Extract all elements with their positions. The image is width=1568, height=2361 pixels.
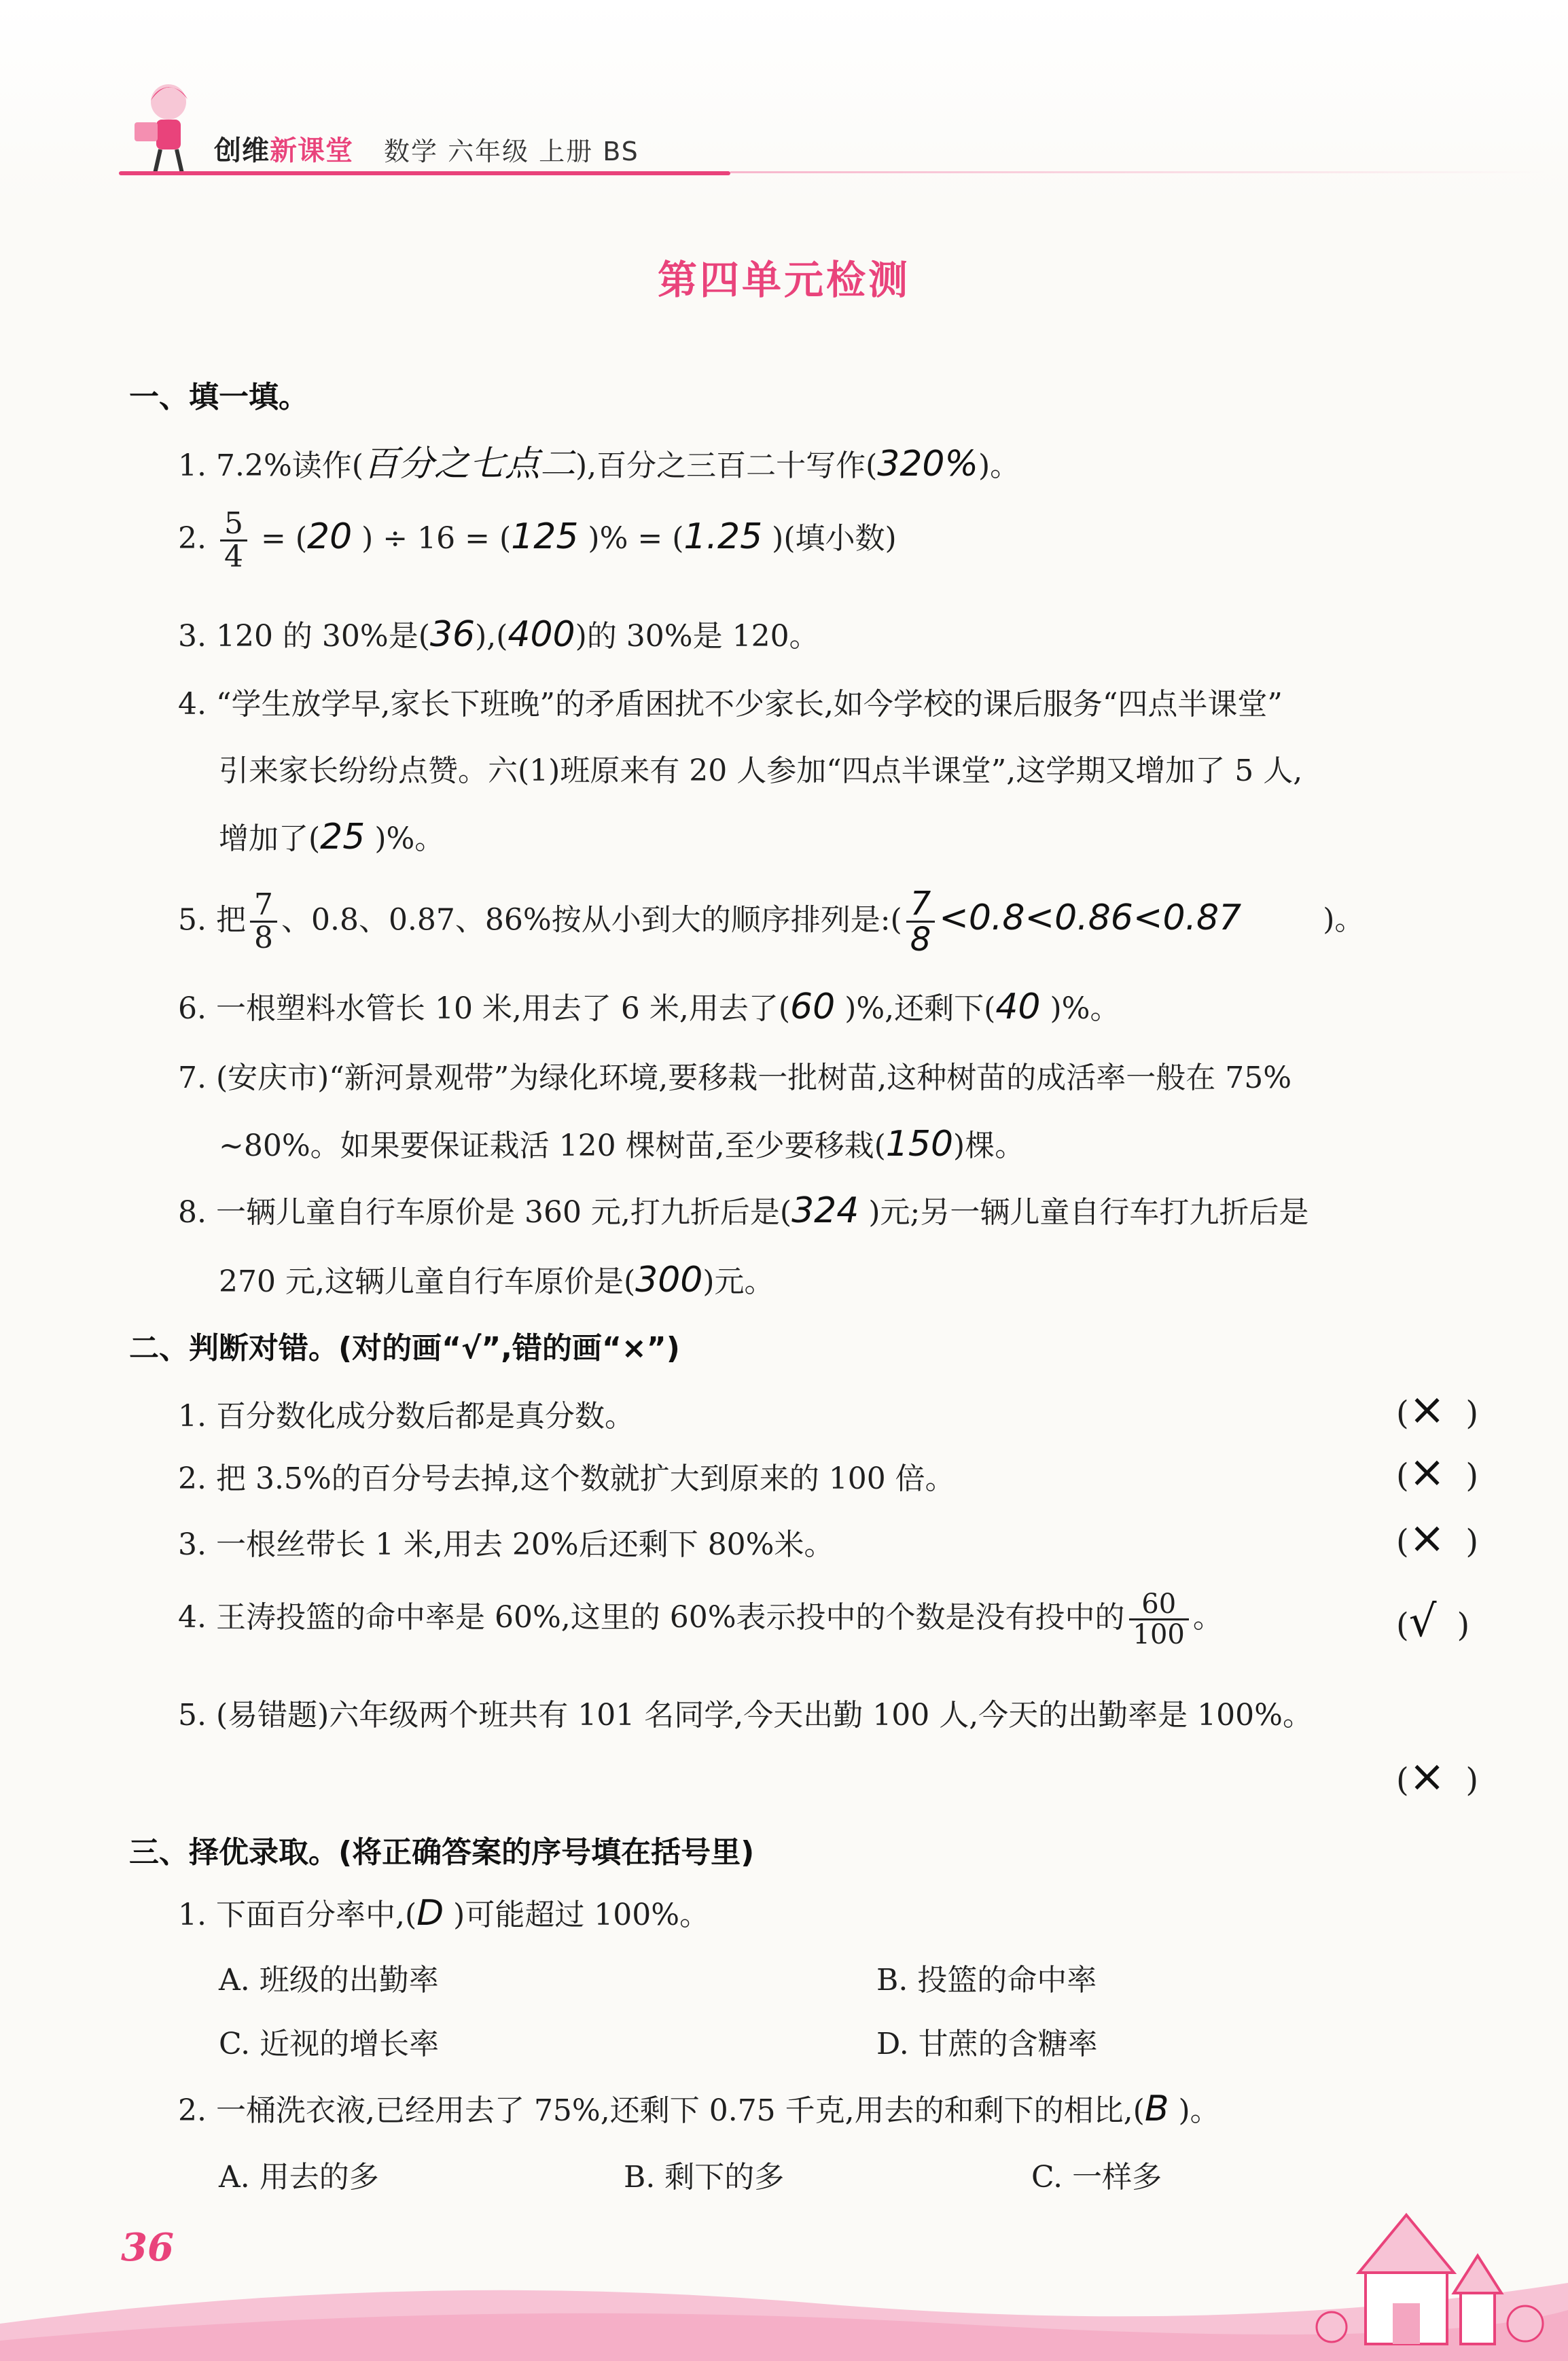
s1q6-mid: )%,还剩下( — [835, 991, 996, 1026]
s1q2-answer-1: 20 — [306, 516, 353, 558]
s3q2-option-a: A. 用去的多 — [219, 2160, 379, 2195]
s2-item-3-mark — [1396, 1513, 1478, 1563]
s1q6-pre: 6. 一根塑料水管长 10 米,用去了 6 米,用去了( — [178, 991, 791, 1026]
s1q2-answer-2: 125 — [511, 516, 579, 558]
s1q3-post: )的 30%是 120。 — [575, 619, 819, 654]
s1q1-pre: 1. 7.2%读作( — [178, 448, 363, 483]
s3q2-option-b: B. 剩下的多 — [624, 2160, 785, 2195]
s2-item-4-answer: √ — [1408, 1597, 1437, 1647]
s1q5-answer-denominator: 8 — [910, 921, 931, 959]
paren-open: ( — [1396, 1606, 1409, 1644]
s1q4-post: )%。 — [365, 821, 445, 856]
s1q4-answer: 25 — [320, 817, 366, 857]
header-divider — [119, 171, 730, 175]
s1q2-t2: ) ÷ 16 = ( — [352, 521, 512, 556]
s1-question-4-line2: 引来家长纷纷点赞。六(1)班原来有 20 人参加“四点半课堂”,这学期又增加了 5 人, — [219, 753, 1303, 788]
s2-item-5-answer: × — [1408, 1752, 1446, 1802]
s3q2-post: )。 — [1169, 2093, 1220, 2128]
section3-heading: 三、择优录取。(将正确答案的序号填在括号里) — [129, 1835, 755, 1870]
s1q2-t4: )(填小数) — [762, 521, 897, 556]
s1q5-numerator: 7 — [250, 889, 277, 923]
s2-item-4-fraction — [1129, 1590, 1189, 1649]
brand-part-b: 新课堂 — [270, 135, 353, 166]
s1q3-pre: 3. 120 的 30%是( — [178, 619, 430, 654]
s1-question-3 — [178, 611, 819, 655]
paren-open: ( — [1396, 1457, 1409, 1495]
s1q8-post-2: )元。 — [702, 1264, 774, 1299]
s1q8-post-1: )元;另一辆儿童自行车打九折后是 — [859, 1195, 1309, 1230]
s3q1-pre: 1. 下面百分率中,( — [178, 1898, 417, 1932]
s1q7-answer: 150 — [885, 1124, 954, 1165]
s1-question-4-line3 — [219, 814, 444, 857]
brand-part-a: 创维 — [214, 135, 270, 166]
s3q1-answer: D — [416, 1893, 444, 1934]
s1q3-answer-2: 400 — [507, 614, 575, 655]
s1-question-8-line2 — [219, 1257, 774, 1300]
s3q1-option-b: B. 投篮的命中率 — [876, 1963, 1097, 1998]
s1q2-pre: 2. — [178, 521, 216, 556]
s2-item-4-tail: 。 — [1192, 1600, 1223, 1635]
s2-item-5-mark — [1396, 1752, 1478, 1802]
page-title: 第四单元检测 — [657, 257, 910, 303]
s1q1-answer-2: 320% — [877, 444, 978, 484]
paren-open: ( — [1396, 1523, 1409, 1561]
header-divider-fade — [730, 171, 1546, 173]
s1q5-denominator: 8 — [253, 921, 273, 956]
s1q2-fraction — [220, 508, 247, 573]
s1q3-mid: ),( — [475, 619, 508, 654]
s1q6-answer-2: 40 — [995, 987, 1041, 1027]
paren-close: ) — [1465, 1761, 1479, 1799]
s2-item-4-mark — [1396, 1597, 1469, 1647]
s1-question-4-line1: 4. “学生放学早,家长下班晚”的矛盾困扰不少家长,如今学校的课后服务“四点半课堂” — [178, 687, 1283, 722]
s2-item-4 — [178, 1590, 1223, 1649]
s1q7-pre: ~80%。如果要保证栽活 120 棵树苗,至少要移栽( — [219, 1129, 886, 1163]
s1-question-2 — [178, 508, 897, 573]
s2-item-1-answer: × — [1408, 1385, 1446, 1435]
s1q2-t1: = ( — [251, 521, 307, 556]
s3q1-option-c: C. 近视的增长率 — [219, 2027, 440, 2061]
s1-question-7-line2 — [219, 1121, 1024, 1165]
s1q5-post: )。 — [1323, 902, 1365, 938]
section2-heading: 二、判断对错。(对的画“√”,错的画“×”) — [129, 1331, 680, 1366]
castle-icon — [1291, 2188, 1563, 2358]
s1q5-answer-fraction — [906, 887, 936, 957]
paren-close: ) — [1465, 1523, 1479, 1561]
s1q1-post: )。 — [978, 448, 1020, 483]
s1q2-denominator: 4 — [224, 539, 243, 575]
s1q8-answer-2: 300 — [635, 1260, 703, 1300]
s1q5-answer-numerator: 7 — [906, 887, 936, 923]
s3q1-option-a: A. 班级的出勤率 — [219, 1963, 439, 1998]
s1q5-answer-rest: <0.8<0.86<0.87 — [939, 898, 1242, 939]
paren-close: ) — [1457, 1606, 1470, 1644]
s2-item-2-mark — [1396, 1447, 1478, 1497]
s1-question-5 — [178, 887, 1364, 957]
s3-question-2 — [178, 2086, 1220, 2129]
s2-item-3: 3. 一根丝带长 1 米,用去 20%后还剩下 80%米。 — [178, 1527, 834, 1562]
s1q8-pre-2: 270 元,这辆儿童自行车原价是( — [219, 1264, 636, 1299]
s3q2-option-c: C. 一样多 — [1031, 2160, 1162, 2195]
section1-heading: 一、填一填。 — [129, 380, 308, 414]
s1q7-post: )棵。 — [953, 1129, 1025, 1163]
s1q1-mid: ),百分之三百二十写作( — [575, 448, 878, 483]
s1q6-post: )%。 — [1040, 991, 1120, 1026]
s1q1-answer-1: 百分之七点二 — [363, 444, 575, 484]
s1q2-t3: )% = ( — [578, 521, 684, 556]
s1q2-numerator: 5 — [220, 508, 247, 542]
s3q1-post: )可能超过 100%。 — [444, 1898, 710, 1932]
s1q8-answer-1: 324 — [791, 1190, 859, 1231]
s2-item-4-numerator: 60 — [1129, 1590, 1189, 1620]
s1q5-pre: 5. 把 — [178, 902, 246, 938]
s1q2-answer-3: 1.25 — [683, 516, 763, 558]
s1-question-8-line1 — [178, 1188, 1308, 1231]
s1q5-mid: 、0.8、0.87、86%按从小到大的顺序排列是:( — [281, 902, 902, 938]
girl-mascot-icon — [121, 75, 209, 177]
s1q8-pre-1: 8. 一辆儿童自行车原价是 360 元,打九折后是( — [178, 1195, 792, 1230]
s3q1-option-d: D. 甘蔗的含糖率 — [876, 2027, 1098, 2061]
book-info: 数学 六年级 上册 BS — [384, 137, 639, 166]
s1q6-answer-1: 60 — [790, 987, 836, 1027]
s1-question-6 — [178, 984, 1120, 1027]
s1-question-7-line1: 7. (安庆市)“新河景观带”为绿化环境,要移栽一批树苗,这种树苗的成活率一般在 75% — [178, 1061, 1292, 1095]
paren-open: ( — [1396, 1394, 1409, 1432]
paren-open: ( — [1396, 1761, 1409, 1799]
s1-question-1 — [178, 435, 1020, 486]
brand-logo-text — [214, 129, 353, 168]
s2-item-3-answer: × — [1408, 1513, 1446, 1563]
paren-close: ) — [1465, 1394, 1479, 1432]
s2-item-5: 5. (易错题)六年级两个班共有 101 名同学,今天出勤 100 人,今天的出勤率是 100%。 — [178, 1698, 1313, 1733]
s3-question-1 — [178, 1890, 709, 1934]
s3q2-answer: B — [1144, 2089, 1169, 2129]
s1q3-answer-1: 36 — [429, 614, 476, 655]
s2-item-1: 1. 百分数化成分数后都是真分数。 — [178, 1399, 635, 1434]
paren-close: ) — [1465, 1457, 1479, 1495]
s2-item-4-denominator: 100 — [1133, 1619, 1185, 1650]
s2-item-2: 2. 把 3.5%的百分号去掉,这个数就扩大到原来的 100 倍。 — [178, 1461, 955, 1496]
s2-item-1-mark — [1396, 1385, 1478, 1435]
s2-item-4-text: 4. 王涛投篮的命中率是 60%,这里的 60%表示投中的个数是没有投中的 — [178, 1600, 1125, 1635]
s1q4-pre: 增加了( — [219, 821, 321, 856]
s1q5-fraction — [250, 889, 277, 954]
s2-item-2-answer: × — [1408, 1447, 1446, 1497]
s3q2-pre: 2. 一桶洗衣液,已经用去了 75%,还剩下 0.75 千克,用去的和剩下的相比,( — [178, 2093, 1145, 2128]
page-number: 36 — [121, 2225, 174, 2270]
